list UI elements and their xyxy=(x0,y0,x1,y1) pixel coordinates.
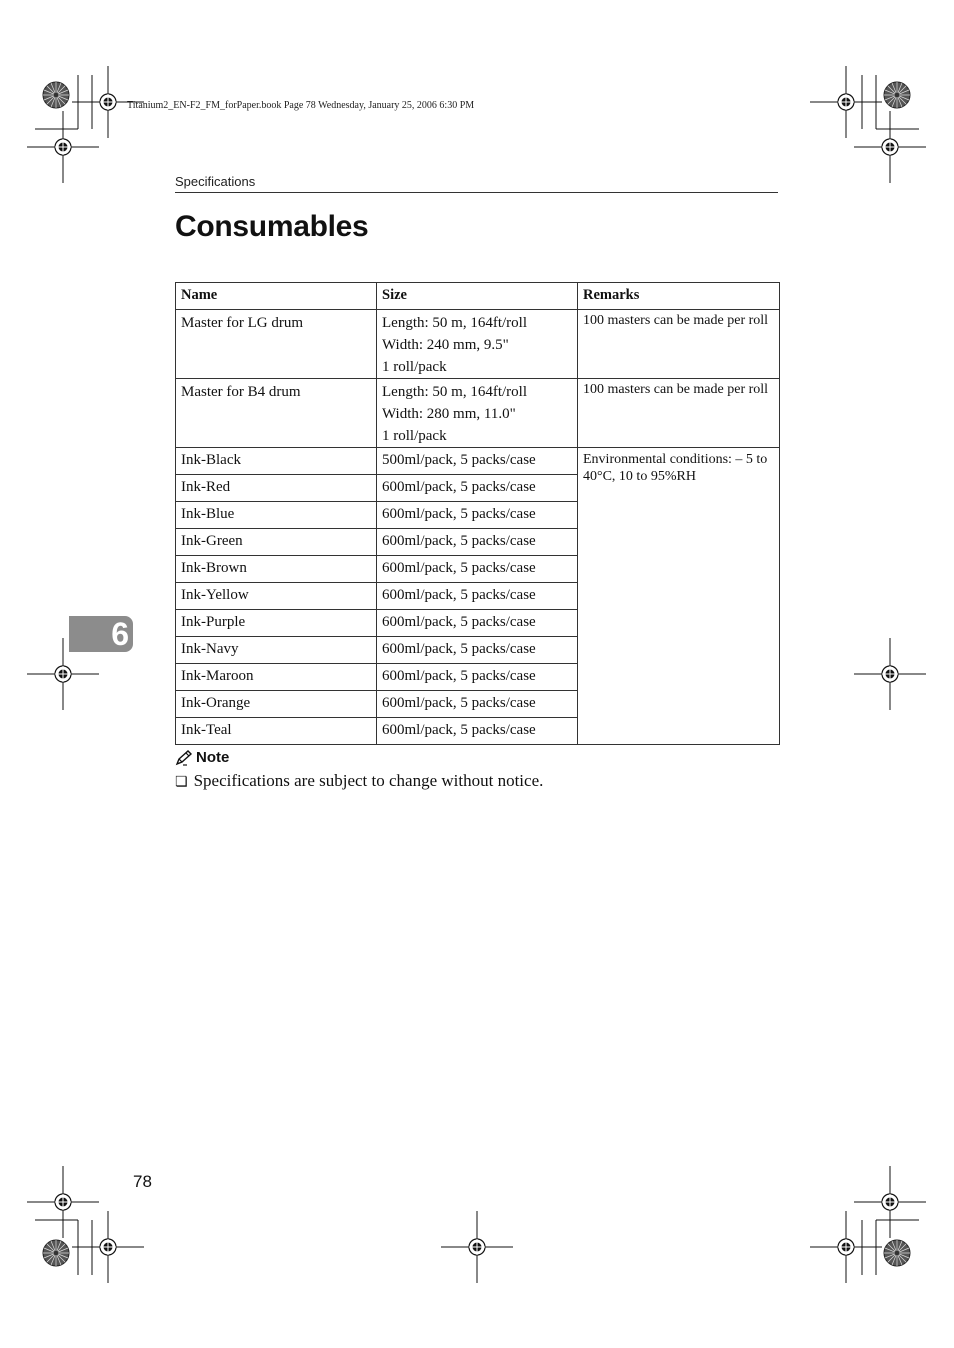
size-line: Width: 240 mm, 9.5" xyxy=(382,337,509,353)
cell-name: Ink-Purple xyxy=(176,610,377,637)
cell-size: 600ml/pack, 5 packs/case xyxy=(377,529,578,556)
cell-size xyxy=(377,379,578,448)
table-header-row xyxy=(176,283,780,310)
size-line: Length: 50 m, 164ft/roll xyxy=(382,384,527,400)
cell-name: Ink-Brown xyxy=(176,556,377,583)
cell-size: 600ml/pack, 5 packs/case xyxy=(377,475,578,502)
running-head: Specifications xyxy=(175,174,256,189)
cell-size: 600ml/pack, 5 packs/case xyxy=(377,664,578,691)
note-item xyxy=(175,771,543,791)
table-row xyxy=(176,379,780,448)
cell-name: Master for LG drum xyxy=(176,310,377,379)
size-line: 1 roll/pack xyxy=(382,359,447,375)
consumables-table xyxy=(175,282,780,745)
size-line: Width: 280 mm, 11.0" xyxy=(382,406,516,422)
note-label: Note xyxy=(196,749,230,766)
cell-name: Ink-Maroon xyxy=(176,664,377,691)
cell-name: Ink-Yellow xyxy=(176,583,377,610)
note-heading xyxy=(175,749,229,766)
cell-size: 600ml/pack, 5 packs/case xyxy=(377,502,578,529)
size-line: Length: 50 m, 164ft/roll xyxy=(382,315,527,331)
size-line: 1 roll/pack xyxy=(382,428,447,444)
top-left-marks xyxy=(27,66,144,183)
cell-name: Master for B4 drum xyxy=(176,379,377,448)
note-text: Specifications are subject to change without notice. xyxy=(193,771,544,790)
page-title: Consumables xyxy=(175,210,369,243)
cell-name: Ink-Green xyxy=(176,529,377,556)
print-info-line: Titanium2_EN-F2_FM_forPaper.book Page 78 Wednesday, January 25, 2006 6:30 PM xyxy=(127,100,475,111)
top-right-marks xyxy=(810,66,926,183)
bottom-left-marks xyxy=(27,1166,144,1283)
header-size: Size xyxy=(377,283,578,310)
cell-size: 500ml/pack, 5 packs/case xyxy=(377,448,578,475)
cell-size: 600ml/pack, 5 packs/case xyxy=(377,637,578,664)
cell-name: Ink-Blue xyxy=(176,502,377,529)
bottom-right-marks xyxy=(810,1166,926,1283)
bottom-center-marks xyxy=(441,1211,513,1283)
cell-size: 600ml/pack, 5 packs/case xyxy=(377,610,578,637)
cell-remarks: 100 masters can be made per roll xyxy=(578,379,780,448)
cell-size: 600ml/pack, 5 packs/case xyxy=(377,556,578,583)
cell-size: 600ml/pack, 5 packs/case xyxy=(377,691,578,718)
chapter-tab xyxy=(69,616,133,652)
header-remarks: Remarks xyxy=(578,283,780,310)
cell-name: Ink-Orange xyxy=(176,691,377,718)
pencil-icon xyxy=(175,750,193,766)
cell-name: Ink-Red xyxy=(176,475,377,502)
cell-name: Ink-Teal xyxy=(176,718,377,745)
cell-size xyxy=(377,310,578,379)
chapter-number: 6 xyxy=(111,616,129,652)
page-number: 78 xyxy=(133,1172,152,1191)
cell-ink-remarks: Environmental conditions: – 5 to 40°C, 10 to 95%RH xyxy=(578,448,780,745)
cell-size: 600ml/pack, 5 packs/case xyxy=(377,718,578,745)
checkbox-square-icon: ❏ xyxy=(175,774,188,790)
table-row xyxy=(176,310,780,379)
header-name: Name xyxy=(176,283,377,310)
header-rule xyxy=(175,192,778,193)
cell-name: Ink-Navy xyxy=(176,637,377,664)
cell-size: 600ml/pack, 5 packs/case xyxy=(377,583,578,610)
cell-remarks: 100 masters can be made per roll xyxy=(578,310,780,379)
table-row xyxy=(176,448,780,475)
cell-name: Ink-Black xyxy=(176,448,377,475)
